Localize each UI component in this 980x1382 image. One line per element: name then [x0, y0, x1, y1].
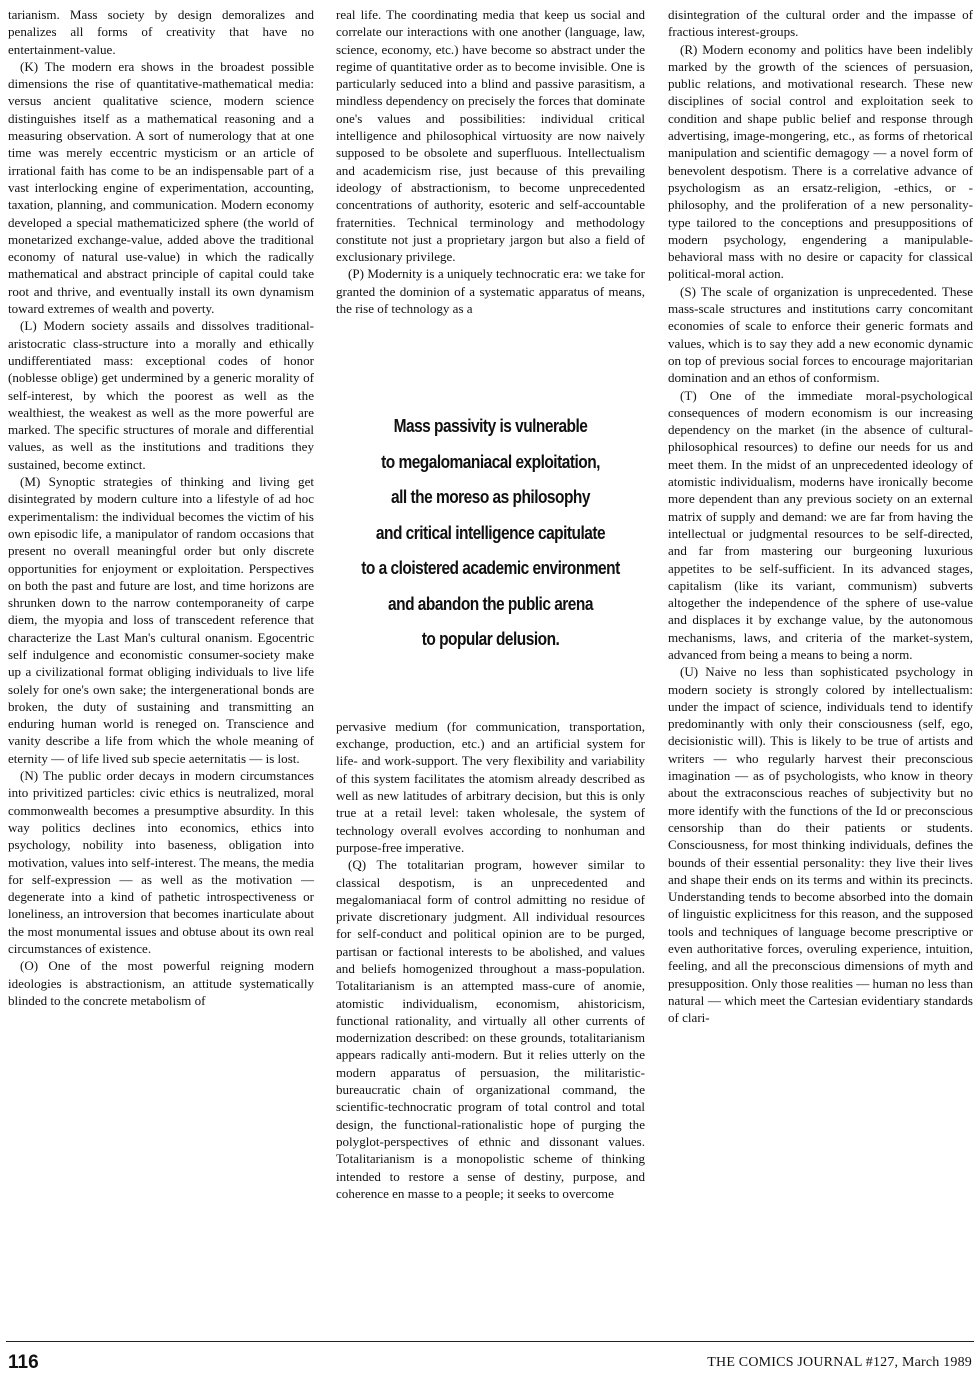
footer-rule	[6, 1341, 974, 1342]
paragraph: (K) The modern era shows in the broadest possible dimensions the rise of quantitative-mathematical media: versus ancient qualitative science, modern science distinguishes itself as a mathematical reasoning and a measuring observation. A sort of numerology that at one time was merely eccentric mysticism or an article of irrational faith has come to be an indispensable part of a vast interlocking engine of experimentation, accounting, taxation, planning, and communication. Modern economy developed a special mathematicized sphere (the world of monetarized exchange-value, added above the traditional economy of natural use-value) in which the radically mathematical and abstract principle of capital could take root and thrive, and eventually install its own dynamism toward extremes of wealth and poverty.	[8, 58, 314, 317]
paragraph: (N) The public order decays in modern circumstances into privitized particles: civic ethics is neutralized, moral commonwealth becomes a presumptive absurdity. In this way politics declines into economics, ethics into psychology, nobility into baseness, obligation into motivation, values into self-interest. The means, the media for self-expression — as well as the motivation — degenerate into a kind of pathetic introspectiveness or loneliness, an introversion that becomes inarticulate about the most monumental issues and obtuse about its own real circumstances of existence.	[8, 768, 314, 957]
paragraph: (S) The scale of organization is unprecedented. These mass-scale structures and institutions carry concomitant economies of scale to enforce their generic formats and values, which is to say they add a new economic dynamic on top of previous social forces to encourage majoritarian domination and an ethos of conformism.	[668, 283, 973, 386]
column-middle-bottom-text	[336, 718, 645, 1202]
paragraph: real life. The coordinating media that keep us social and correlate our interactions with one another (language, law, science, economy, etc.) have become so abstract under the regime of quantitative order as to become invisible. One is particularly seduced into a blind and passive parasitism, a mindless dependency on precisely the forces that dominate one's values and possibilities: individual critical intelligence and philosophical virtuosity are now naively supposed to be obsolete and superfluous. Intellectualism and academicism rise, just because of this prevailing ideology of abstractionism, to become unprecedented concentrations of authority, esoteric and self-accountable fraternities. Technical terminology and methodology constitute not just a proprietary jargon but also a field of exclusionary privilege.	[336, 7, 645, 265]
pull-quote-line: to megalomaniacal exploitation,	[381, 451, 600, 472]
pull-quote-line: all the moreso as philosophy	[391, 487, 590, 508]
paragraph: (U) Naive no less than sophisticated psychology in modern society is strongly colored by intellectualism: under the impact of science, individuals tend to identify predominantly with only their consciousness (self, ego, decisionistic will). This is likely to be true of artists and writers — who regularly harvest their preconscious imagination — as of psychologists, who know in theory about the extraconscious reaches of subjectivity but no more identify with the functions of the Id or preconscious censorship than do their patients or students. Consciousness, for most thinking individuals, defines the bounds of their essential personality: they live their lives and shape their ends on its terms and within its precincts. Understanding tends to become absorbed into the domain of linguistic explicitness for this reason, and the supposed tools and techniques of language become prescriptive or even authoritative forces, overuling experience, intuition, feeling, and all the preconscious dimensions of myth and presupposition. Only those realities — human no less than natural — which meet the Cartesian evidentiary standards of clari-	[668, 664, 973, 1026]
pull-quote-line: and critical intelligence capitulate	[375, 522, 606, 543]
pull-quote-line: to popular delusion.	[421, 629, 560, 650]
pull-quote-line: Mass passivity is vulnerable	[393, 416, 588, 437]
pull-quote	[358, 409, 624, 658]
paragraph: (P) Modernity is a uniquely technocratic era: we take for granted the dominion of a systematic apparatus of means, the rise of technology as a	[336, 266, 645, 317]
text-column-left	[8, 6, 314, 1009]
pull-quote-line: and abandon the public arena	[388, 593, 593, 614]
paragraph: tarianism. Mass society by design demoralizes and penalizes all forms of creativity that have no entertainment-value.	[8, 7, 314, 57]
column-middle-top-text	[336, 6, 645, 317]
page-number: 116	[8, 1352, 39, 1373]
publication-footer: THE COMICS JOURNAL #127, March 1989	[707, 1355, 972, 1370]
paragraph: disintegration of the cultural order and the impasse of fractious interest-groups.	[668, 7, 973, 40]
text-column-middle	[336, 6, 645, 1202]
paragraph: (L) Modern society assails and dissolves traditional-aristocratic class-structure into a morally and ethically undifferentiated mass: exceptional codes of honor (noblesse oblige) get undermined by a generic morality of self-interest, by which the poorest as well as the wealthiest, the weakest as well as the more powerful are marked. The specific structures of morale and differential values, as well as the institutions and traditions they sustained, become extinct.	[8, 318, 314, 472]
paragraph: (T) One of the immediate moral-psychological consequences of modern economism is our increasing dependency on the market (in the absence of cultural-philosophical resources) to define our needs for us and meet them. In the midst of an unprecedented ideology of atomistic individualism, moderns have ironically become more dependent than any previous society on an external matrix of supply and demand: we are far from having the intellectual or judgmental resources to be self-directed, and far from mastering our burgeoning luxurious appetites to be self-sufficient. In its advanced stages, capitalism (like its variant, communism) subverts altogether the independence of the sphere of use-value and displaces it by exchange value, by the autonomous mechanisms, laws, and criteria of the market-system, advanced from being a means to being a norm.	[668, 387, 973, 662]
text-column-right	[668, 6, 973, 1027]
paragraph: (O) One of the most powerful reigning modern ideologies is abstractionism, an attitude systematically blinded to the concrete metabolism of	[8, 958, 314, 1008]
paragraph: pervasive medium (for communication, transportation, exchange, production, etc.) and an artificial system for life- and work-support. The very flexibility and variability of this system facilitates the atomism already described as well as new latitudes of arbitrary decision, but this is only true at a retail level: taken wholesale, the system of technology overall evolves according to nonhuman and purpose-free imperative.	[336, 718, 645, 855]
paragraph: (Q) The totalitarian program, however similar to classical despotism, is an unprecedented and megalomaniacal form of control admitting no residue of private discretionary judgment. All individual resources for self-conduct and political opinion are to be purged, partisan or factional interests to be abolished, and values and beliefs homogenized throughout a mass-population. Totalitarianism is an attempted mass-cure of anomie, atomistic individualism, economism, ahistoricism, functional rationality, and virtually all other currents of modernization described: on these grounds, totalitarianism appears radically anti-modern. But it relies utterly on the modern apparatus of persuasion, the militaristic-bureaucratic chain of organizational command, the scientific-technocratic program of total control and total design, the functional-rationalistic hope of purging the polyglot-perspectives of ethnic and dissonant values. Totalitarianism is a monopolistic scheme of thinking intended to restore a sense of destiny, purpose, and coherence en masse to a people; it seeks to overcome	[336, 857, 645, 1201]
paragraph: (R) Modern economy and politics have been indelibly marked by the growth of the sciences of persuasion, public relations, and motivational research. These new disciplines of social control and exploitation seek to condition and shape public belief and response through advertising, image-mongering, etc., as forms of rhetorical manipulation and scientific demagogy — a novel form of benevolent despotism. There is a correlative advance of psychologism as an ersatz-religion, -ethics, or -philosophy, and the proliferation of a new personality-type tailored to the conceptions and presuppositions of modern psychology, engendering a manipulable-behavioral mass with no desire or capacity for classical political-moral action.	[668, 41, 973, 282]
pull-quote-line: to a cloistered academic environment	[361, 558, 620, 579]
paragraph: (M) Synoptic strategies of thinking and living get disintegrated by modern culture into a lifestyle of ad hoc experimentalism: the individual becomes the victim of his own episodic life, a manipulator of random occasions that present no overall meaningful order but only discrete opportunities for enjoyment or exploitation. Perspectives on both the past and future are lost, and time horizons are shrunken down to the narrow contemporaneity of carpe diem, the myopia and loss of transcedent reference that characterize the Last Man's cultural onanism. Egocentric self indulgence and economistic consumer-society make up a civilizational format obliging individuals to live life solely for one's own sake; the intergenerational bonds are broken, the duty of sustaining and transmitting an enduring human world is reneged on. Transcience and vanity describe a life from which the whole meaning of eternity — of life lived sub specie aeternitatis — is lost.	[8, 474, 314, 766]
